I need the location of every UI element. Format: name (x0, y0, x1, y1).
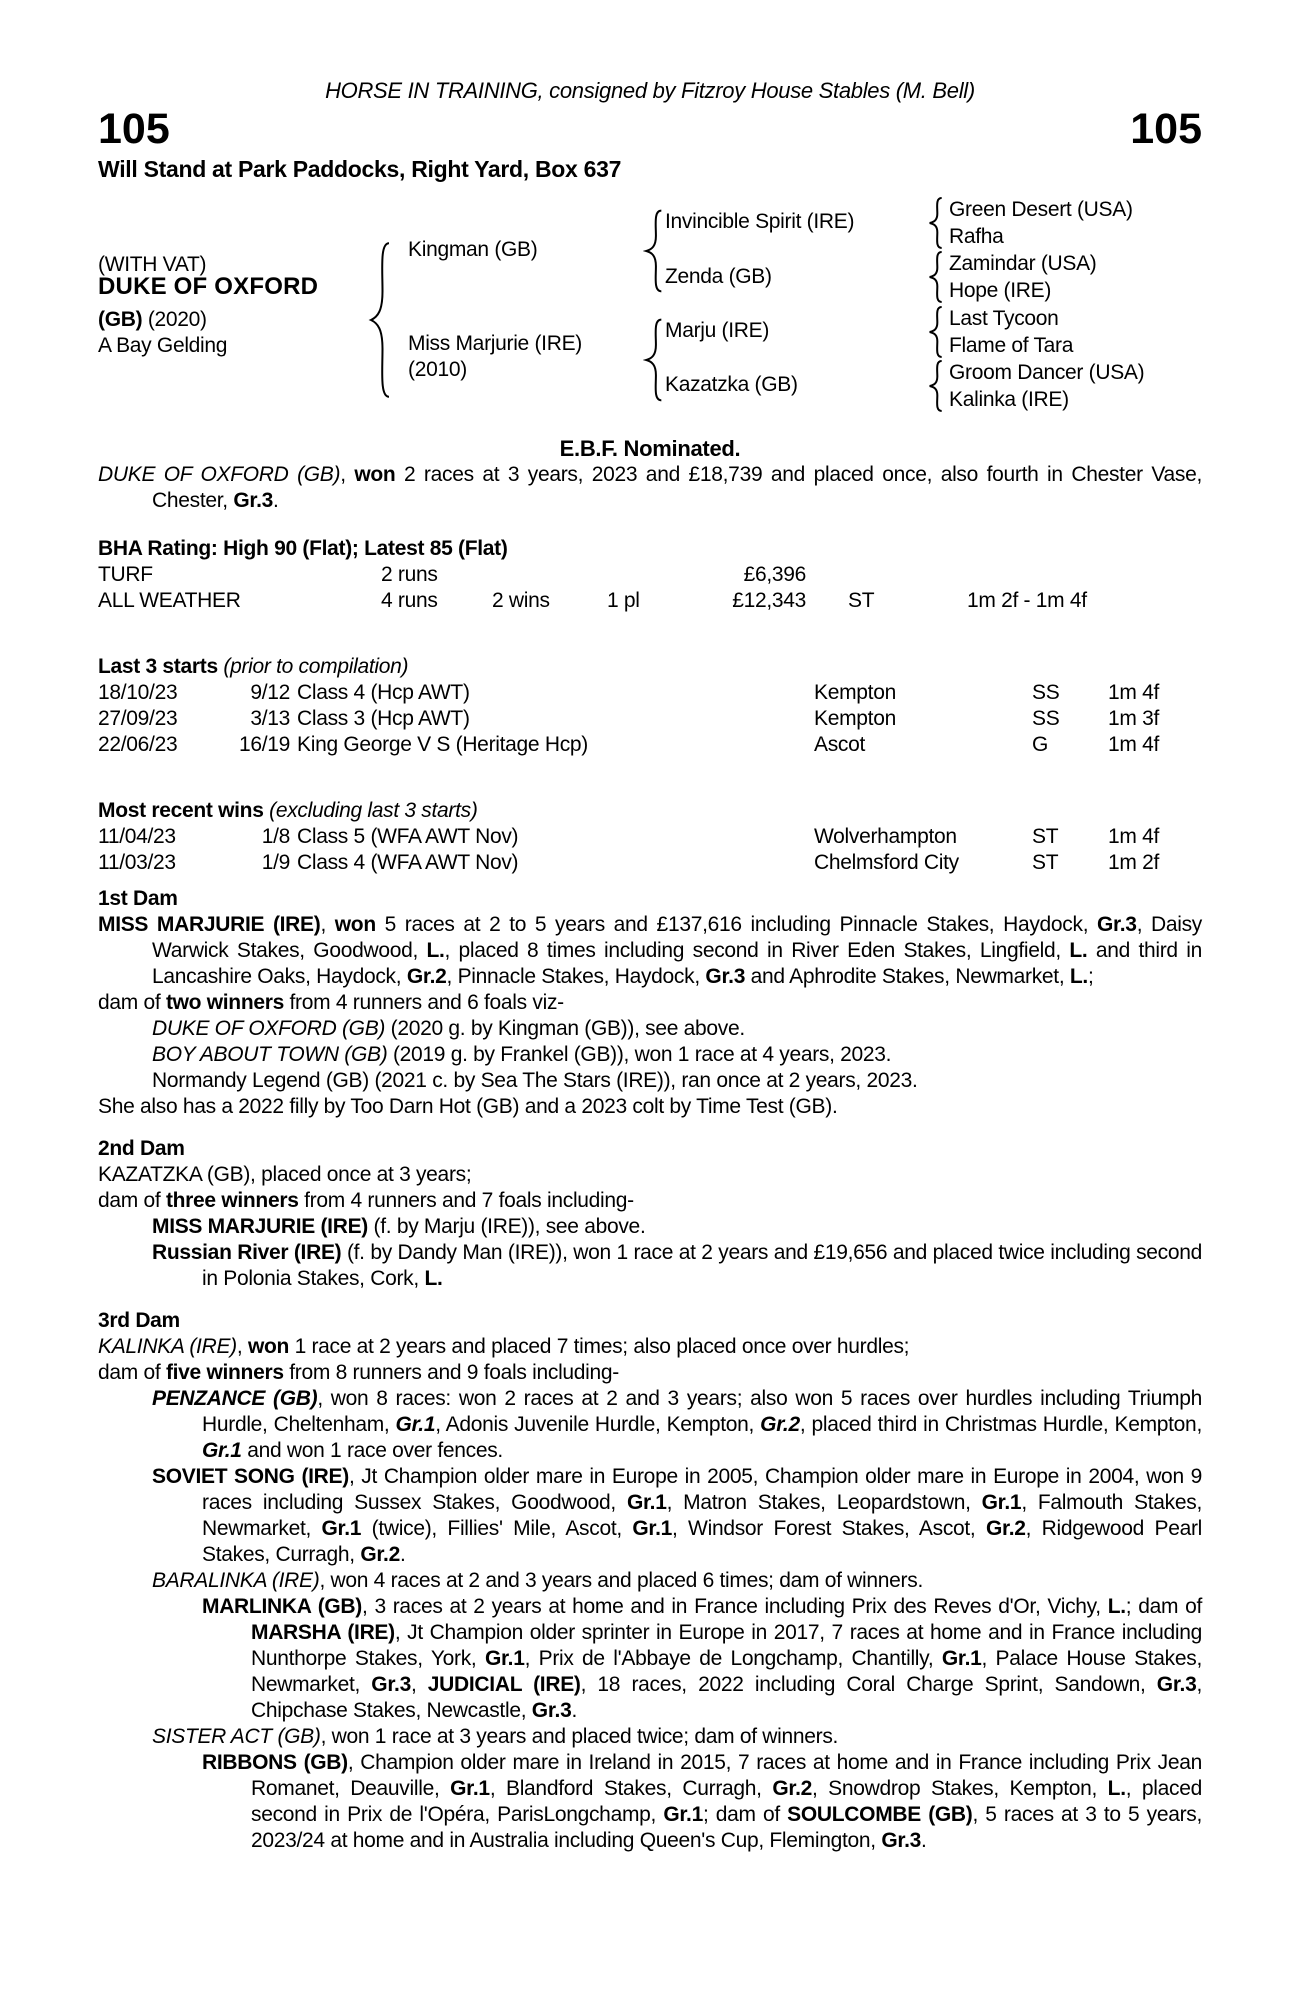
text-segment: , Ridgewood Pearl Stakes, Curragh, (202, 1517, 1203, 1566)
race-date: 27/09/23 (98, 707, 178, 730)
pedigree-brace (643, 318, 663, 402)
text-segment: , Matron Stakes, Leopardstown, (666, 1491, 982, 1514)
text-segment: , Adonis Juvenile Hurdle, Kempton, (435, 1413, 761, 1436)
race-row (98, 680, 1202, 706)
text-segment: 5 races at 2 to 5 years and £137,616 including Pinnacle Stakes, Haydock, (375, 913, 1098, 936)
pedigree-tree (98, 196, 1202, 424)
pedigree-paragraph (98, 1334, 1202, 1360)
text-segment: Gr.2 (772, 1777, 812, 1800)
text-segment: ; (1087, 965, 1094, 988)
text-segment: dam of (98, 991, 166, 1014)
text-segment: (2019 g. by Frankel (GB)), won 1 race at 4 years, 2023. (387, 1043, 892, 1066)
text-segment: Gr.1 (941, 1647, 982, 1670)
text-segment: Gr.3 (371, 1673, 411, 1696)
dam-section-3 (98, 1308, 1202, 1854)
pedigree-paragraph (98, 1568, 1202, 1594)
pedigree-gp-5: Last Tycoon (949, 307, 1059, 330)
pedigree-paragraph (98, 462, 1202, 514)
places-value: 1 pl (607, 589, 640, 612)
text-segment: . (571, 1699, 577, 1722)
race-position: 1/8 (261, 825, 290, 848)
text-segment: L. (1107, 1777, 1126, 1800)
text-segment: , Palace House Stakes, Newmarket, (251, 1647, 1202, 1696)
race-position: 9/12 (250, 681, 290, 704)
pedigree-paragraph (98, 1068, 1202, 1094)
race-going: ST (1032, 851, 1059, 874)
pedigree-paragraph (98, 1240, 1202, 1292)
text-segment: SOULCOMBE (GB) (787, 1803, 973, 1826)
text-segment: Gr.3 (1097, 913, 1137, 936)
text-segment: , Champion older mare in Ireland in 2015, 7 races at home and in France including Prix Jean Romanet, Deauville, (251, 1751, 1202, 1800)
race-distance: 1m 4f (1108, 681, 1160, 704)
ebf-note: E.B.F. Nominated. (559, 436, 741, 461)
wins-value: 2 wins (492, 589, 550, 612)
text-segment: Gr.2 (985, 1517, 1026, 1540)
text-segment: Gr.3 (233, 489, 274, 512)
text-segment: (2020 g. by Kingman (GB)), see above. (385, 1017, 745, 1040)
text-segment: MISS MARJURIE (IRE) (98, 913, 321, 936)
pedigree-gp-2: Rafha (949, 225, 1004, 248)
dam-section-2 (98, 1136, 1202, 1292)
text-segment: L. (1069, 965, 1088, 988)
earnings-value: £12,343 (732, 589, 806, 612)
text-segment: three winners (165, 1189, 299, 1212)
text-segment: Gr.1 (450, 1777, 490, 1800)
text-segment: . (273, 489, 279, 512)
text-segment: Gr.1 (395, 1413, 436, 1436)
text-segment: won (334, 913, 376, 936)
text-segment: (f. by Marju (IRE)), see above. (367, 1215, 646, 1238)
bha-section (98, 536, 1202, 614)
race-distance: 1m 4f (1108, 733, 1160, 756)
text-segment: KAZATZKA (GB), placed once at 3 years; (98, 1163, 472, 1186)
text-segment: won (354, 463, 396, 486)
race-name: Class 5 (WFA AWT Nov) (297, 825, 519, 848)
text-segment: L. (426, 939, 445, 962)
text-segment: PENZANCE (GB) (152, 1387, 318, 1410)
text-segment: Gr.2 (360, 1543, 400, 1566)
bha-rating-heading: BHA Rating: High 90 (Flat); Latest 85 (Flat) (98, 537, 508, 560)
text-segment: BOY ABOUT TOWN (GB) (152, 1043, 388, 1066)
race-going: SS (1032, 681, 1060, 704)
text-segment: from 4 runners and 6 foals viz- (283, 991, 564, 1014)
race-date: 11/04/23 (98, 825, 176, 848)
pedigree-gp-3: Zamindar (USA) (949, 252, 1097, 275)
dam-2-body (98, 1162, 1202, 1292)
lot-number-left: 105 (98, 105, 170, 153)
race-row (98, 706, 1202, 732)
text-segment: , Daisy Warwick Stakes, Goodwood, (152, 913, 1202, 962)
pedigree-paragraph (98, 1750, 1202, 1854)
race-distance: 1m 3f (1108, 707, 1160, 730)
text-segment: dam of (98, 1361, 166, 1384)
text-segment: L. (424, 1267, 443, 1290)
text-segment: , 5 races at 3 to 5 years, 2023/24 at home and in Australia including Queen's Cup, Flemington, (251, 1803, 1203, 1852)
text-segment: , 18 races, 2022 including Coral Charge Sprint, Sandown, (580, 1673, 1157, 1696)
text-segment: Russian River (IRE) (152, 1241, 342, 1264)
pedigree-paragraph (98, 1214, 1202, 1240)
text-segment: Gr.2 (760, 1413, 800, 1436)
pedigree-paragraph (98, 1386, 1202, 1464)
pedigree-paragraph (98, 1594, 1202, 1724)
text-segment: , placed third in Christmas Hurdle, Kempton, (799, 1413, 1202, 1436)
race-position: 16/19 (238, 733, 290, 756)
dam-1-body (98, 912, 1202, 1120)
text-segment: , Prix de l'Abbaye de Longchamp, Chantilly, (524, 1647, 942, 1670)
text-segment: Gr.1 (663, 1803, 703, 1826)
text-segment: from 4 runners and 7 foals including- (298, 1189, 634, 1212)
dam-1-heading: 1st Dam (98, 887, 178, 910)
text-segment: , won 1 race at 3 years and placed twice; dam of winners. (320, 1725, 839, 1748)
distance-range: 1m 2f - 1m 4f (967, 589, 1087, 612)
text-segment: Gr.1 (632, 1517, 673, 1540)
bha-row-turf (98, 562, 1202, 588)
text-segment: , placed second in Prix de l'Opéra, ParisLongchamp, (251, 1777, 1202, 1826)
text-segment: five winners (165, 1361, 284, 1384)
race-course: Kempton (814, 681, 896, 704)
text-segment: Gr.1 (202, 1439, 242, 1462)
going-value: ST (848, 589, 875, 612)
text-segment: , Chipchase Stakes, Newcastle, (251, 1673, 1202, 1722)
race-record (98, 462, 1202, 514)
race-name: Class 3 (Hcp AWT) (297, 707, 470, 730)
pedigree-paragraph (98, 1094, 1202, 1120)
pedigree-gp-6: Flame of Tara (949, 334, 1074, 357)
pedigree-brace (927, 251, 943, 303)
pedigree-paragraph (98, 990, 1202, 1016)
race-name: Class 4 (WFA AWT Nov) (297, 851, 519, 874)
dam-3-body (98, 1334, 1202, 1854)
text-segment: , (320, 913, 335, 936)
text-segment: L. (1107, 1595, 1126, 1618)
pedigree-dam-year: (2010) (408, 358, 467, 381)
text-segment: , Pinnacle Stakes, Haydock, (446, 965, 706, 988)
text-segment: SOVIET SONG (IRE) (152, 1465, 349, 1488)
pedigree-brace (927, 197, 943, 249)
text-segment: , placed 8 times including second in River Eden Stakes, Lingfield, (444, 939, 1070, 962)
pedigree-paragraph (98, 1188, 1202, 1214)
bha-row-all-weather (98, 588, 1202, 614)
text-segment: JUDICIAL (IRE) (427, 1673, 581, 1696)
race-course: Wolverhampton (814, 825, 957, 848)
text-segment: MARLINKA (GB) (202, 1595, 362, 1618)
race-row (98, 824, 1202, 850)
text-segment: , 3 races at 2 years at home and in France including Prix des Reves d'Or, Vichy, (362, 1595, 1108, 1618)
pedigree-dam: Miss Marjurie (IRE) (408, 332, 582, 355)
pedigree-gp-7: Groom Dancer (USA) (949, 361, 1145, 384)
text-segment: KALINKA (IRE) (98, 1335, 237, 1358)
text-segment: , Blandford Stakes, Curragh, (489, 1777, 773, 1800)
text-segment: Gr.3 (705, 965, 746, 988)
pedigree-gp-8: Kalinka (IRE) (949, 388, 1069, 411)
pedigree-brace (927, 306, 943, 358)
pedigree-dam-dam: Kazatzka (GB) (665, 373, 798, 396)
text-segment: , won 8 races: won 2 races at 2 and 3 years; also won 5 races over hurdles including Triumph Hurdle, Cheltenham, (202, 1387, 1203, 1436)
text-segment: Gr.3 (881, 1829, 922, 1852)
horse-description: A Bay Gelding (98, 334, 228, 357)
pedigree-sire: Kingman (GB) (408, 238, 538, 261)
text-segment: won (247, 1335, 290, 1358)
text-segment: dam of (98, 1189, 166, 1212)
text-segment: , Snowdrop Stakes, Kempton, (812, 1777, 1108, 1800)
surface-label: ALL WEATHER (98, 589, 241, 612)
text-segment: (2020) (142, 308, 207, 331)
horse-name: DUKE OF OXFORD (98, 273, 319, 300)
text-segment: two winners (165, 991, 284, 1014)
race-position: 3/13 (250, 707, 290, 730)
text-segment: , (340, 463, 355, 486)
horse-suffix-year (98, 307, 207, 333)
text-segment: ; dam of (1125, 1595, 1203, 1618)
text-segment: Normandy Legend (GB) (2021 c. by Sea The Stars (IRE)), ran once at 2 years, 2023. (152, 1069, 918, 1092)
pedigree-paragraph (98, 1360, 1202, 1386)
vat-note: (WITH VAT) (98, 253, 207, 276)
text-segment: BARALINKA (IRE) (152, 1569, 320, 1592)
recent-wins-heading (98, 798, 1202, 824)
text-segment: , Windsor Forest Stakes, Ascot, (672, 1517, 986, 1540)
pedigree-brace (367, 240, 391, 400)
recent-wins-title: Most recent wins (98, 799, 264, 822)
race-row (98, 732, 1202, 758)
last-starts-heading (98, 654, 1202, 680)
race-name: King George V S (Heritage Hcp) (297, 733, 588, 756)
text-segment: , (410, 1673, 428, 1696)
text-segment: (twice), Fillies' Mile, Ascot, (361, 1517, 633, 1540)
text-segment: and third in Lancashire Oaks, Haydock, (152, 939, 1202, 988)
text-segment: , won 4 races at 2 and 3 years and placed 6 times; dam of winners. (319, 1569, 923, 1592)
recent-wins-section (98, 798, 1202, 876)
race-going: SS (1032, 707, 1060, 730)
pedigree-gp-4: Hope (IRE) (949, 279, 1052, 302)
lot-number-right: 105 (1130, 105, 1202, 153)
text-segment: , Jt Champion older mare in Europe in 2005, Champion older mare in Europe in 2004, won 9 races including Sussex Stakes, Goodwood, (202, 1465, 1202, 1514)
pedigree-paragraph (98, 1464, 1202, 1568)
race-going: ST (1032, 825, 1059, 848)
consignor-line: HORSE IN TRAINING, consigned by Fitzroy House Stables (M. Bell) (325, 78, 975, 103)
text-segment: , Jt Champion older sprinter in Europe in 2017, 7 races at home and in France including Nunthorpe Stakes, York, (251, 1621, 1202, 1670)
race-name: Class 4 (Hcp AWT) (297, 681, 470, 704)
recent-wins-subtitle: (excluding last 3 starts) (269, 799, 478, 822)
race-course: Chelmsford City (814, 851, 959, 874)
text-segment: DUKE OF OXFORD (GB) (152, 1017, 386, 1040)
text-segment: . (399, 1543, 406, 1566)
pedigree-paragraph (98, 912, 1202, 990)
stand-line: Will Stand at Park Paddocks, Right Yard, Box 637 (98, 156, 622, 182)
race-distance: 1m 4f (1108, 825, 1160, 848)
text-segment: 2 races at 3 years, 2023 and £18,739 and placed once, also fourth in Chester Vase, Chester, (152, 463, 1203, 512)
pedigree-brace (643, 209, 663, 293)
pedigree-paragraph (98, 1162, 1202, 1188)
pedigree-paragraph (98, 1724, 1202, 1750)
text-segment: Gr.1 (981, 1491, 1022, 1514)
race-going: G (1032, 733, 1049, 756)
text-segment: Gr.1 (626, 1491, 667, 1514)
pedigree-dam-sire: Marju (IRE) (665, 319, 770, 342)
earnings-value: £6,396 (743, 563, 806, 586)
dam-section-1 (98, 886, 1202, 1120)
text-segment: . (921, 1829, 927, 1852)
text-segment: Gr.3 (531, 1699, 572, 1722)
surface-label: TURF (98, 563, 153, 586)
race-date: 11/03/23 (98, 851, 176, 874)
text-segment: from 8 runners and 9 foals including- (283, 1361, 620, 1384)
pedigree-sire-dam: Zenda (GB) (665, 265, 772, 288)
race-date: 18/10/23 (98, 681, 178, 704)
text-segment: (f. by Dandy Man (IRE)), won 1 race at 2 years and £19,656 and placed twice including second in Polonia Stakes, Cork, (202, 1241, 1202, 1290)
text-segment: Gr.3 (1156, 1673, 1197, 1696)
text-segment: DUKE OF OXFORD (GB) (98, 463, 341, 486)
last-starts-title: Last 3 starts (98, 655, 218, 678)
text-segment: MARSHA (IRE) (251, 1621, 395, 1644)
text-segment: and won 1 race over fences. (241, 1439, 503, 1462)
text-segment: RIBBONS (GB) (202, 1751, 348, 1774)
pedigree-sire-sire: Invincible Spirit (IRE) (665, 210, 855, 233)
last-starts-section (98, 654, 1202, 758)
text-segment: MISS MARJURIE (IRE) (152, 1215, 368, 1238)
text-segment: L. (1069, 939, 1088, 962)
text-segment: (GB) (98, 308, 143, 331)
text-segment: , Falmouth Stakes, Newmarket, (202, 1491, 1202, 1540)
runs-value: 4 runs (381, 589, 438, 612)
race-date: 22/06/23 (98, 733, 178, 756)
pedigree-gp-1: Green Desert (USA) (949, 198, 1133, 221)
last-starts-subtitle: (prior to compilation) (223, 655, 409, 678)
text-segment: Gr.1 (321, 1517, 362, 1540)
text-segment: Gr.1 (484, 1647, 525, 1670)
runs-value: 2 runs (381, 563, 438, 586)
text-segment: , (236, 1335, 248, 1358)
pedigree-paragraph (98, 1016, 1202, 1042)
text-segment: ; dam of (702, 1803, 788, 1826)
lot-number-row (98, 106, 1202, 154)
pedigree-brace (927, 360, 943, 412)
text-segment: SISTER ACT (GB) (152, 1725, 321, 1748)
race-course: Kempton (814, 707, 896, 730)
dam-3-heading: 3rd Dam (98, 1309, 180, 1332)
race-distance: 1m 2f (1108, 851, 1160, 874)
text-segment: She also has a 2022 filly by Too Darn Hot (GB) and a 2023 colt by Time Test (GB). (98, 1095, 838, 1118)
race-position: 1/9 (261, 851, 290, 874)
text-segment: Gr.2 (406, 965, 447, 988)
race-row (98, 850, 1202, 876)
text-segment: and Aphrodite Stakes, Newmarket, (745, 965, 1070, 988)
race-course: Ascot (814, 733, 866, 756)
dam-2-heading: 2nd Dam (98, 1137, 185, 1160)
pedigree-paragraph (98, 1042, 1202, 1068)
text-segment: 1 race at 2 years and placed 7 times; also placed once over hurdles; (289, 1335, 910, 1358)
